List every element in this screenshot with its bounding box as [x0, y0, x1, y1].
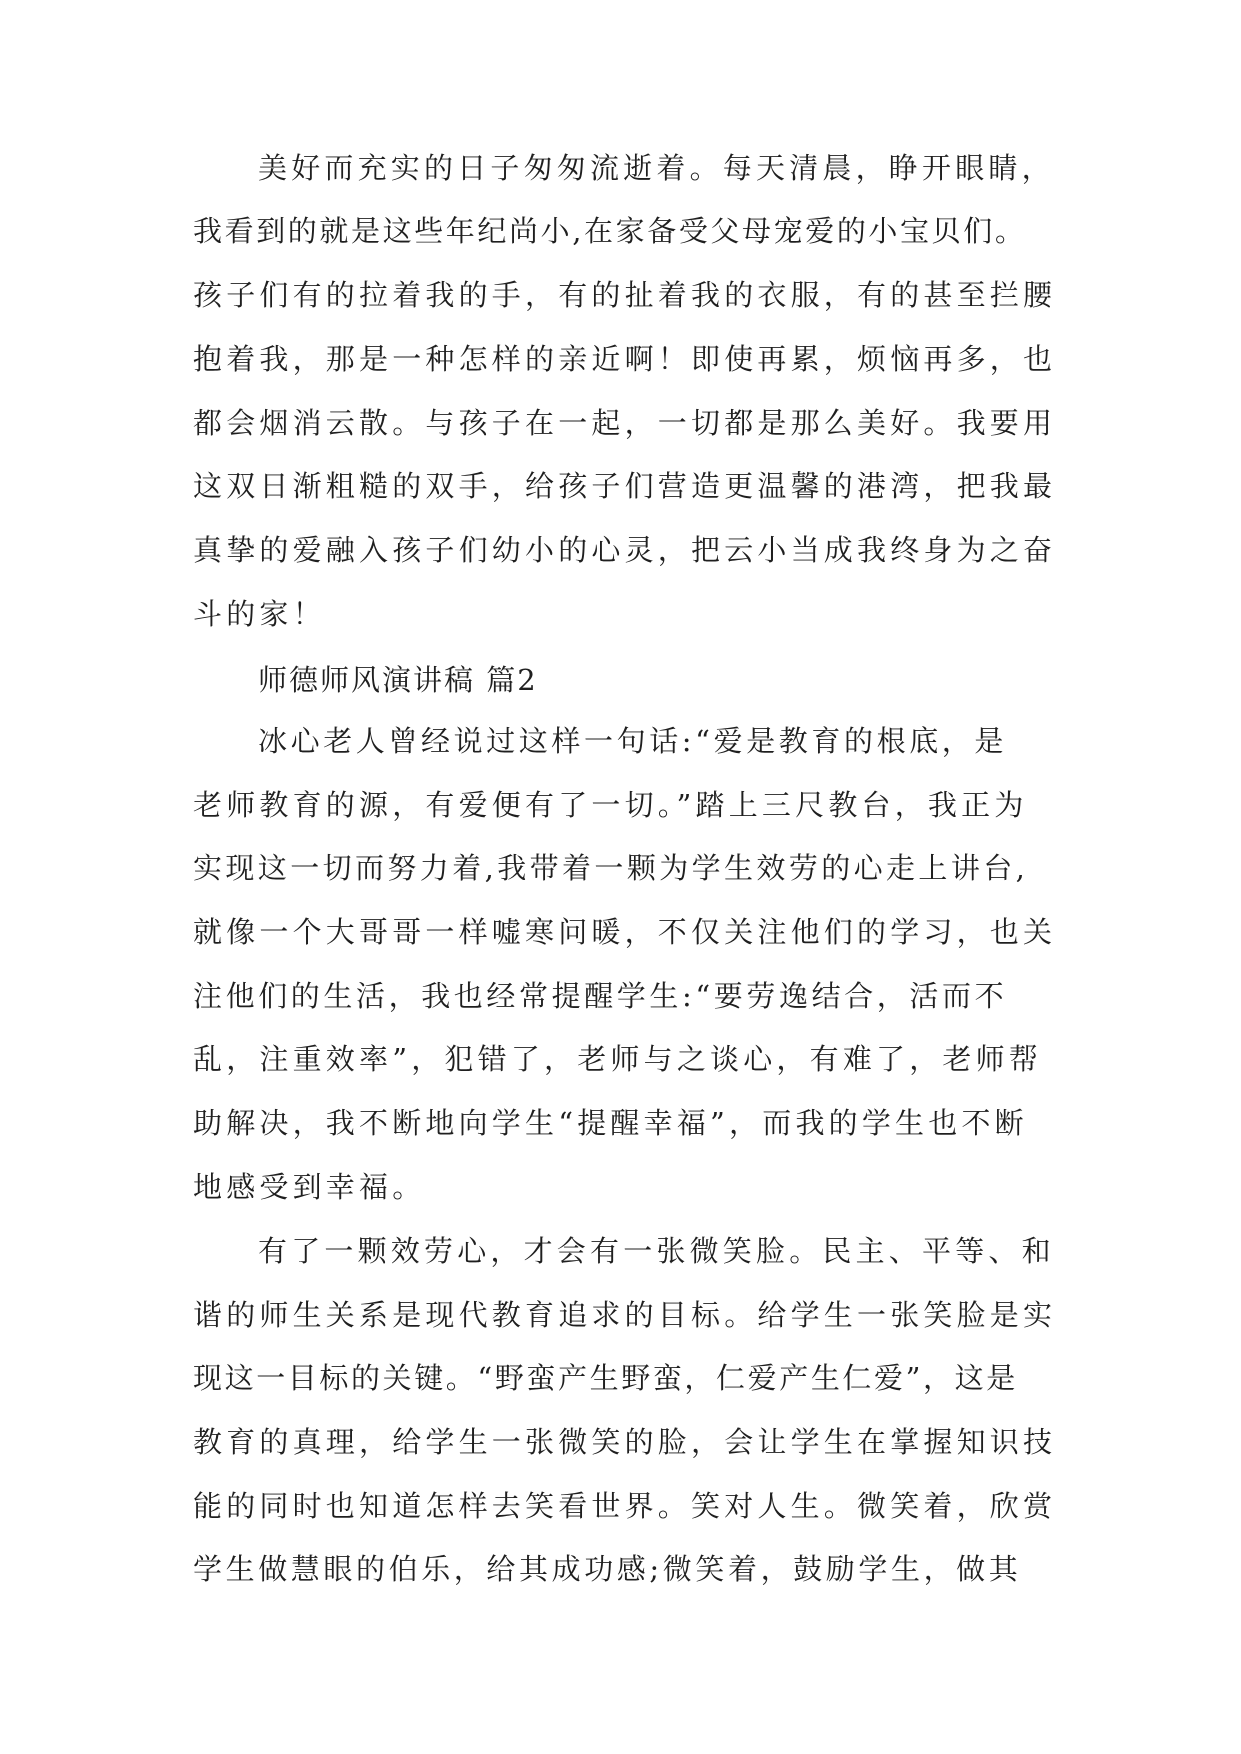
text-line: 实现这一切而努力着,我带着一颗为学生效劳的心走上讲台,	[193, 851, 1029, 885]
text-line: 有了一颗效劳心，才会有一张微笑脸。民主、平等、和	[258, 1234, 1055, 1268]
text-line: 学生做慧眼的伯乐，给其成功感;微笑着，鼓励学生，做其	[193, 1552, 1022, 1586]
text-line: 斗的家！	[193, 597, 326, 631]
text-line: 现这一目标的关键。“野蛮产生野蛮，仁爱产生仁爱”，这是	[193, 1361, 1018, 1395]
text-line: 谐的师生关系是现代教育追求的目标。给学生一张笑脸是实	[193, 1298, 1057, 1332]
section-title: 师德师风演讲稿 篇2	[258, 663, 538, 697]
text-line: 注他们的生活，我也经常提醒学生:“要劳逸结合，活而不	[193, 979, 1008, 1013]
text-line: 孩子们有的拉着我的手，有的扯着我的衣服，有的甚至拦腰	[193, 278, 1057, 312]
text-line: 老师教育的源，有爱便有了一切。”踏上三尺教台，我正为	[193, 788, 1028, 822]
text-line: 乱，注重效率”，犯错了，老师与之谈心，有难了，老师帮	[193, 1042, 1043, 1076]
text-line: 就像一个大哥哥一样嘘寒问暖，不仅关注他们的学习，也关	[193, 915, 1057, 949]
text-line: 地感受到幸福。	[193, 1170, 426, 1204]
text-line: 都会烟消云散。与孩子在一起，一切都是那么美好。我要用	[193, 406, 1057, 440]
text-line: 这双日渐粗糙的双手，给孩子们营造更温馨的港湾，把我最	[193, 469, 1057, 503]
text-line: 能的同时也知道怎样去笑看世界。笑对人生。微笑着，欣赏	[193, 1489, 1057, 1523]
text-line: 抱着我，那是一种怎样的亲近啊！即使再累，烦恼再多，也	[193, 342, 1057, 376]
text-line: 助解决，我不断地向学生“提醒幸福”，而我的学生也不断	[193, 1106, 1028, 1140]
text-line: 教育的真理，给学生一张微笑的脸，会让学生在掌握知识技	[193, 1425, 1057, 1459]
text-line: 我看到的就是这些年纪尚小,在家备受父母宠爱的小宝贝们。	[193, 214, 1027, 248]
text-line: 真挚的爱融入孩子们幼小的心灵，把云小当成我终身为之奋	[193, 533, 1057, 567]
text-line: 冰心老人曾经说过这样一句话:“爱是教育的根底，是	[258, 724, 1007, 758]
text-line: 美好而充实的日子匆匆流逝着。每天清晨，睁开眼睛，	[258, 151, 1055, 185]
section-heading	[0, 663, 1241, 697]
